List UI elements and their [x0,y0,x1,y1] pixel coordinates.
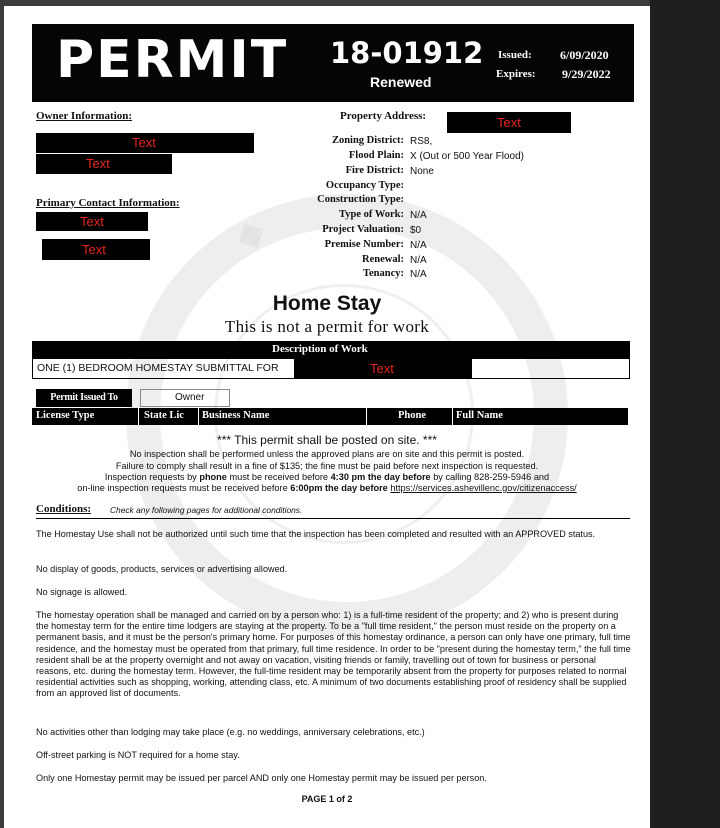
condition-paragraph: The Homestay Use shall not be authorized until such time that the inspection has been completed and resulted with an APPROVED status. [36,529,596,539]
issued-date: 6/09/2020 [560,48,609,62]
column-divider [138,408,139,425]
issued-label: Issued: [498,49,532,61]
property-row-value: X (Out or 500 Year Flood) [410,151,524,162]
permit-issued-to-label: Permit Issued To [36,389,132,407]
property-row [234,239,594,254]
property-row [234,224,594,239]
permit-number: 18-01912 [330,36,484,70]
property-row [234,209,594,224]
redacted-owner-address [36,154,172,174]
expires-label: Expires: [496,68,536,80]
property-address-label: Property Address: [340,110,427,122]
redaction-placeholder: Text [370,361,394,376]
property-row-value: RS8, [410,136,433,147]
redaction-placeholder: Text [80,214,104,229]
license-col-header: Full Name [456,410,503,421]
permit-type-title: Home Stay [272,292,382,315]
license-col-header: State Lic [144,410,184,421]
description-header [32,341,630,359]
property-row-label: Occupancy Type: [325,180,404,191]
license-table-header [32,408,628,425]
property-row-label: Premise Number: [324,239,404,250]
property-row-label: Renewal: [362,254,404,265]
property-row [234,165,594,180]
redacted-contact-name [36,212,148,231]
posting-line-3 [4,472,650,482]
redacted-description-address [294,359,472,378]
primary-contact-title: Primary Contact Information: [36,197,180,209]
posting-text: Inspection requests by [104,472,200,482]
redaction-placeholder: Text [82,242,106,257]
property-row [234,150,594,165]
property-row-label: Zoning District: [331,135,404,146]
expires-date: 9/29/2022 [562,67,611,81]
posting-text: by calling 828-259-5946 and [430,472,550,482]
redaction-placeholder: Text [497,115,521,130]
owner-info-title: Owner Information: [36,110,133,122]
property-row-value: None [410,166,434,177]
permit-status: Renewed [370,74,432,90]
condition-paragraph: No display of goods, products, services or advertising allowed. [36,564,288,574]
condition-paragraph: No activities other than lodging may take place (e.g. no weddings, anniversary celebrations, etc.) [36,727,425,737]
property-row-label: Construction Type: [317,194,404,205]
property-row-label: Tenancy: [362,268,404,279]
permit-header [32,24,634,102]
column-divider [452,408,453,425]
property-row [234,135,594,150]
license-col-header: License Type [36,410,95,421]
redaction-placeholder: Text [132,135,156,150]
seal-watermark-glyph: ◆ [228,206,278,259]
posting-emphasis: 6:00pm the day before [290,483,388,493]
license-col-header: Phone [398,410,427,421]
property-row-label: Type of Work: [339,209,404,220]
condition-paragraph: The homestay operation shall be managed and carried on by a person who: 1) is a full-time resident of the property; and 2) who is present during the homestay term for the entire time lodgers are staying at the property. To be a "full time resident," the person must reside on the property on a permanent basis, and it must be the person's primary home. For purposes of this homestay ordinance, a person can only have one primary, full time residence, and the homestay must be operated from that primary, full time residence. In order to be "present during the homestay term," the full time resident shall be at the property overnight and not away on vacation, visiting friends or family, travelling out of town for business or personal reasons, etc. during the homestay term. However, the full-time resident may be temporarily absent from the property for purposes related to normal residential activities such as shopping, working, attending class, etc. A minimum of two documents establishing proof of residency shall be supplied from an approved list of documents. [36,610,631,699]
property-row-value: $0 [410,225,422,236]
posting-line-4 [4,483,650,493]
condition-paragraph: No signage is allowed. [36,587,127,597]
property-row [234,194,594,209]
property-row-value: N/A [410,210,427,221]
property-row-label: Flood Plain: [348,150,404,161]
posting-emphasis: 4:30 pm the day before [330,472,431,482]
property-row-label: Fire District: [345,165,404,176]
property-row [234,180,594,195]
page-number: PAGE 1 of 2 [301,794,353,804]
property-row [234,268,594,283]
license-col-header: Business Name [202,410,270,421]
permit-subtitle: This is not a permit for work [224,317,430,336]
conditions-note: Check any following pages for additional conditions. [110,505,303,515]
column-divider [198,408,199,425]
redaction-placeholder: Text [86,156,110,171]
posting-heading: *** This permit shall be posted on site. *** [217,433,437,447]
permit-issued-to-value: Owner [140,389,230,407]
permit-page [4,6,650,828]
posting-line-1: No inspection shall be performed unless the approved plans are on site and this permit is posted. [129,449,525,459]
viewer-background [650,0,720,828]
posting-text: on-line inspection requests must be received before [77,483,291,493]
divider [36,518,630,519]
condition-paragraph: Off-street parking is NOT required for a home stay. [36,750,240,760]
description-text: ONE (1) BEDROOM HOMESTAY SUBMITTAL FOR [37,362,279,374]
redacted-contact-address [42,239,150,260]
citizen-access-link[interactable]: https://services.ashevillenc.gov/citizenaccess/ [390,483,577,493]
redacted-property-address [447,112,571,133]
property-row-value: N/A [410,240,427,251]
description-header-label: Description of Work [272,343,368,355]
condition-paragraph: Only one Homestay permit may be issued per parcel AND only one Homestay permit may be issued per person. [36,773,487,783]
property-row [234,254,594,269]
posting-text: must be received before [226,472,331,482]
permit-heading: PERMIT [56,30,289,90]
property-row-value: N/A [410,255,427,266]
posting-line-2: Failure to comply shall result in a fine of $135; the fine must be paid before next inspection is requested. [115,461,539,471]
posting-emphasis: phone [199,472,227,482]
property-row-label: Project Valuation: [322,224,404,235]
property-row-value: N/A [410,269,427,280]
column-divider [366,408,367,425]
conditions-label: Conditions: [36,503,92,515]
redacted-owner-name [36,133,254,153]
